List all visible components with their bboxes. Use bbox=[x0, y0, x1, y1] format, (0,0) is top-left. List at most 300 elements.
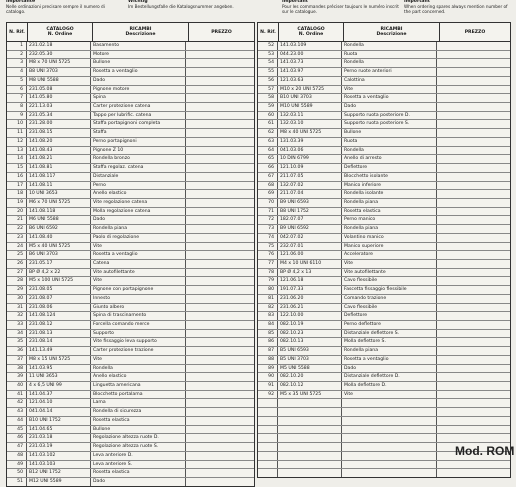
price-cell bbox=[186, 373, 254, 381]
catalog-number: M8 UNI 5588 bbox=[27, 77, 91, 85]
table-row bbox=[7, 59, 254, 68]
price-cell bbox=[186, 321, 254, 329]
table-row bbox=[7, 426, 254, 435]
catalog-number: B5 UNI 3703 bbox=[278, 356, 342, 364]
price-cell bbox=[437, 216, 510, 224]
catalog-number: M5 UNI 5588 bbox=[278, 365, 342, 373]
table-row bbox=[7, 225, 254, 234]
table-row bbox=[258, 260, 510, 269]
part-number: 19 bbox=[7, 199, 27, 207]
part-description: Molla deflettore D. bbox=[342, 382, 437, 390]
part-description: Ruota bbox=[342, 138, 437, 146]
part-number: 14 bbox=[7, 155, 27, 163]
price-cell bbox=[186, 269, 254, 277]
part-number: 22 bbox=[7, 225, 27, 233]
catalog-number: 231.02.18 bbox=[27, 42, 91, 50]
catalog-number: 121.06.18 bbox=[278, 277, 342, 285]
catalog-number: B9 UNI 6592 bbox=[278, 225, 342, 233]
table-row bbox=[7, 434, 254, 443]
catalog-number: 141.08.124 bbox=[27, 312, 91, 320]
price-cell bbox=[186, 391, 254, 399]
instruction-title: Important bbox=[282, 0, 308, 4]
part-number: 42 bbox=[7, 399, 27, 407]
part-number: 80 bbox=[258, 286, 278, 294]
catalog-number: 231.08.05 bbox=[27, 286, 91, 294]
part-description: Manico inferiore bbox=[342, 182, 437, 190]
part-description: Rondella piana bbox=[91, 225, 186, 233]
part-description: Distanziale deflettore D. bbox=[342, 373, 437, 381]
table-header bbox=[7, 23, 254, 42]
part-number: 29 bbox=[7, 286, 27, 294]
price-cell bbox=[186, 365, 254, 373]
catalog-number: 042.07.02 bbox=[278, 234, 342, 242]
part-description: Ruota bbox=[342, 51, 437, 59]
catalog-number: 231.03.18 bbox=[27, 434, 91, 442]
part-description: Leva anteriore D. bbox=[91, 452, 186, 460]
table-row bbox=[258, 112, 510, 121]
part-description bbox=[342, 417, 437, 425]
table-row bbox=[7, 86, 254, 95]
part-description: Dado bbox=[91, 478, 186, 486]
part-number: 44 bbox=[7, 417, 27, 425]
part-number: 15 bbox=[7, 164, 27, 172]
catalog-number: 191.07.33 bbox=[278, 286, 342, 294]
part-number: 3 bbox=[7, 59, 27, 67]
price-cell bbox=[437, 147, 510, 155]
part-number: 8 bbox=[7, 103, 27, 111]
part-description: Distanziale deflettore S. bbox=[342, 330, 437, 338]
table-row bbox=[258, 42, 510, 51]
part-description: Cavo flessibile bbox=[342, 277, 437, 285]
part-description: Motore bbox=[91, 51, 186, 59]
part-description: Volantino manico bbox=[342, 234, 437, 242]
part-description: Staffa bbox=[91, 129, 186, 137]
part-number: 39 bbox=[7, 373, 27, 381]
table-row bbox=[258, 120, 510, 129]
price-cell bbox=[186, 382, 254, 390]
price-cell bbox=[437, 286, 510, 294]
price-cell bbox=[437, 399, 510, 407]
price-cell bbox=[186, 208, 254, 216]
part-description: Regolazione altezza ruote D. bbox=[91, 434, 186, 442]
table-row bbox=[258, 304, 510, 313]
table-row bbox=[258, 68, 510, 77]
part-number: 87 bbox=[258, 347, 278, 355]
part-description: Pignone con portapignone bbox=[91, 286, 186, 294]
part-number: 50 bbox=[7, 469, 27, 477]
part-description: Spina bbox=[91, 94, 186, 102]
catalog-number bbox=[278, 461, 342, 469]
part-number: 43 bbox=[7, 408, 27, 416]
table-row bbox=[7, 155, 254, 164]
table-row bbox=[258, 356, 510, 365]
table-row bbox=[258, 199, 510, 208]
part-number: 2 bbox=[7, 51, 27, 59]
part-description: Distanziale bbox=[91, 173, 186, 181]
catalog-number: B9 UNI 6593 bbox=[278, 199, 342, 207]
catalog-number bbox=[278, 399, 342, 407]
part-number: 75 bbox=[258, 243, 278, 251]
table-row bbox=[7, 286, 254, 295]
catalog-number: 082.10.13 bbox=[278, 338, 342, 346]
header-description-line1: RICAMBI bbox=[129, 27, 152, 32]
price-cell bbox=[437, 68, 510, 76]
part-description: Tappo per lubrific. catena bbox=[91, 112, 186, 120]
table-row bbox=[7, 260, 254, 269]
part-number: 7 bbox=[7, 94, 27, 102]
catalog-number bbox=[278, 443, 342, 451]
part-number: 72 bbox=[258, 216, 278, 224]
part-description: Supporto ruota posteriore D. bbox=[342, 112, 437, 120]
price-cell bbox=[186, 312, 254, 320]
catalog-number: M8 x 40 UNI 5725 bbox=[278, 129, 342, 137]
table-row bbox=[258, 408, 510, 417]
catalog-number: M6 x 70 UNI 5725 bbox=[27, 199, 91, 207]
price-cell bbox=[437, 59, 510, 67]
part-number: 20 bbox=[7, 208, 27, 216]
part-number: 65 bbox=[258, 155, 278, 163]
part-description bbox=[342, 461, 437, 469]
price-cell bbox=[437, 51, 510, 59]
price-cell bbox=[186, 304, 254, 312]
table-row bbox=[258, 330, 510, 339]
part-description: Regolazione altezza ruote S. bbox=[91, 443, 186, 451]
catalog-number: 141.03.109 bbox=[278, 42, 342, 50]
price-cell bbox=[437, 225, 510, 233]
table-row bbox=[7, 330, 254, 339]
part-description: Spina di trascinamento bbox=[91, 312, 186, 320]
table-row bbox=[258, 469, 510, 477]
table-row bbox=[258, 269, 510, 278]
part-number: 53 bbox=[258, 51, 278, 59]
price-cell bbox=[186, 68, 254, 76]
part-description: Giunto albero bbox=[91, 304, 186, 312]
part-description bbox=[342, 452, 437, 460]
catalog-number: 141.08.40 bbox=[27, 234, 91, 242]
part-number: 70 bbox=[258, 199, 278, 207]
price-cell bbox=[186, 138, 254, 146]
price-cell bbox=[186, 461, 254, 469]
table-row bbox=[258, 391, 510, 400]
part-description: Rosetta a ventaglio bbox=[342, 94, 437, 102]
price-cell bbox=[186, 399, 254, 407]
table-row bbox=[258, 373, 510, 382]
table-row bbox=[7, 251, 254, 260]
header-description bbox=[344, 23, 440, 41]
catalog-number: 141.03.97 bbox=[278, 68, 342, 76]
part-description: Comando trazione bbox=[342, 295, 437, 303]
catalog-number: 141.08.20 bbox=[27, 138, 91, 146]
part-number: 9 bbox=[7, 112, 27, 120]
price-cell bbox=[437, 129, 510, 137]
price-cell bbox=[437, 269, 510, 277]
part-number: 85 bbox=[258, 330, 278, 338]
catalog-number: 082.10.23 bbox=[278, 330, 342, 338]
catalog-number bbox=[278, 434, 342, 442]
catalog-number: 082.10.20 bbox=[278, 373, 342, 381]
price-cell bbox=[437, 155, 510, 163]
table-body bbox=[7, 42, 254, 486]
table-row bbox=[258, 312, 510, 321]
table-row bbox=[258, 243, 510, 252]
header-catalog bbox=[279, 23, 344, 41]
price-cell bbox=[186, 147, 254, 155]
price-cell bbox=[186, 243, 254, 251]
catalog-number: B5 UNI 6593 bbox=[278, 347, 342, 355]
price-cell bbox=[437, 321, 510, 329]
price-cell bbox=[186, 260, 254, 268]
header-catalog-line2: N. Ordine bbox=[47, 32, 73, 37]
header-description-line1: RICAMBI bbox=[380, 27, 403, 32]
part-number: 12 bbox=[7, 138, 27, 146]
catalog-number: 231.08.14 bbox=[27, 338, 91, 346]
part-number: 25 bbox=[7, 251, 27, 259]
price-cell bbox=[186, 86, 254, 94]
part-description: Staffa portapignoni completa bbox=[91, 120, 186, 128]
price-cell bbox=[186, 112, 254, 120]
catalog-number: 232.05.30 bbox=[27, 51, 91, 59]
table-row bbox=[258, 234, 510, 243]
table-row bbox=[7, 138, 254, 147]
price-cell bbox=[437, 461, 510, 469]
part-number: 32 bbox=[7, 312, 27, 320]
table-row bbox=[258, 251, 510, 260]
price-cell bbox=[186, 426, 254, 434]
header-price: PREZZO bbox=[211, 29, 232, 35]
part-description: Rosetta elastica bbox=[342, 208, 437, 216]
part-number: 36 bbox=[7, 347, 27, 355]
price-cell bbox=[186, 452, 254, 460]
part-number: 40 bbox=[7, 382, 27, 390]
price-cell bbox=[437, 243, 510, 251]
part-number: 73 bbox=[258, 225, 278, 233]
part-description: Vite bbox=[342, 391, 437, 399]
price-cell bbox=[437, 469, 510, 477]
catalog-number bbox=[278, 452, 342, 460]
part-description: Rondella bronzo bbox=[91, 155, 186, 163]
catalog-number: 10 DIN 6799 bbox=[278, 155, 342, 163]
table-row bbox=[7, 356, 254, 365]
part-number: 61 bbox=[258, 120, 278, 128]
part-number: 13 bbox=[7, 147, 27, 155]
part-description: Anello elastico bbox=[91, 190, 186, 198]
part-number bbox=[258, 443, 278, 451]
part-description bbox=[342, 426, 437, 434]
part-number: 77 bbox=[258, 260, 278, 268]
table-row bbox=[7, 173, 254, 182]
part-description: Perno portapignoni bbox=[91, 138, 186, 146]
part-description: Staffa regolaz. catena bbox=[91, 164, 186, 172]
part-description: Supporto bbox=[91, 330, 186, 338]
catalog-number: 082.10.12 bbox=[278, 382, 342, 390]
table-row bbox=[258, 365, 510, 374]
instructions-header bbox=[0, 0, 516, 20]
catalog-number: 11 UNI 3653 bbox=[27, 373, 91, 381]
part-description: Rosetta a ventaglio bbox=[91, 251, 186, 259]
part-number: 18 bbox=[7, 190, 27, 198]
part-description bbox=[342, 399, 437, 407]
table-row bbox=[7, 147, 254, 156]
catalog-number: 141.08.117 bbox=[27, 173, 91, 181]
part-number: 81 bbox=[258, 295, 278, 303]
part-number: 62 bbox=[258, 129, 278, 137]
parts-table-right bbox=[257, 22, 511, 478]
table-row bbox=[258, 382, 510, 391]
part-description: Basamento bbox=[91, 42, 186, 50]
price-cell bbox=[437, 77, 510, 85]
part-description: Rondella piana bbox=[342, 225, 437, 233]
part-number: 89 bbox=[258, 365, 278, 373]
table-row bbox=[258, 225, 510, 234]
catalog-number: 4 x 6,5 UNI 99 bbox=[27, 382, 91, 390]
part-description: Rosetta a ventaglio bbox=[342, 356, 437, 364]
table-row bbox=[258, 426, 510, 435]
header-catalog-line2: N. Ordine bbox=[298, 32, 324, 37]
catalog-number: 121.03.63 bbox=[278, 77, 342, 85]
price-cell bbox=[186, 42, 254, 50]
part-number: 67 bbox=[258, 173, 278, 181]
part-description: Vite bbox=[91, 277, 186, 285]
table-row bbox=[7, 312, 254, 321]
price-cell bbox=[437, 86, 510, 94]
part-number: 76 bbox=[258, 251, 278, 259]
part-number: 69 bbox=[258, 190, 278, 198]
price-cell bbox=[437, 347, 510, 355]
catalog-number: 121.06.00 bbox=[278, 251, 342, 259]
table-row bbox=[7, 208, 254, 217]
price-cell bbox=[437, 42, 510, 50]
part-number bbox=[258, 461, 278, 469]
price-cell bbox=[437, 338, 510, 346]
catalog-number bbox=[278, 408, 342, 416]
part-description bbox=[342, 469, 437, 477]
part-number: 88 bbox=[258, 356, 278, 364]
part-description: Fascetta fissaggio flessibile bbox=[342, 286, 437, 294]
table-row bbox=[7, 452, 254, 461]
catalog-number: 231.08.12 bbox=[27, 321, 91, 329]
part-number: 74 bbox=[258, 234, 278, 242]
part-number: 31 bbox=[7, 304, 27, 312]
table-row bbox=[7, 399, 254, 408]
catalog-number: B6 UNI 3703 bbox=[27, 251, 91, 259]
catalog-number: 041.03.06 bbox=[278, 147, 342, 155]
part-number: 90 bbox=[258, 373, 278, 381]
table-row bbox=[7, 234, 254, 243]
price-cell bbox=[186, 129, 254, 137]
part-description: Acceleratore bbox=[342, 251, 437, 259]
part-description: Rondella piana bbox=[342, 199, 437, 207]
catalog-number: 221.13.03 bbox=[27, 103, 91, 111]
table-row bbox=[7, 338, 254, 347]
part-description: Rondella isolante bbox=[342, 190, 437, 198]
part-number: 63 bbox=[258, 138, 278, 146]
instruction-title: Important bbox=[404, 0, 430, 4]
price-cell bbox=[186, 338, 254, 346]
catalog-number: 141.03.95 bbox=[27, 365, 91, 373]
part-number: 33 bbox=[7, 321, 27, 329]
table-row bbox=[7, 469, 254, 478]
price-cell bbox=[186, 277, 254, 285]
part-description: Rondella bbox=[342, 59, 437, 67]
catalog-number: B12 UNI 1752 bbox=[27, 469, 91, 477]
part-description: Blocchetto portalama bbox=[91, 391, 186, 399]
header-catalog-line1: CATALOGO bbox=[46, 27, 74, 32]
table-row bbox=[7, 182, 254, 191]
price-cell bbox=[437, 120, 510, 128]
catalog-number: B8 UNI 1752 bbox=[278, 208, 342, 216]
price-cell bbox=[437, 260, 510, 268]
price-cell bbox=[186, 225, 254, 233]
part-number bbox=[258, 426, 278, 434]
part-number: 48 bbox=[7, 452, 27, 460]
catalog-number: M10 x 20 UNI 5725 bbox=[278, 86, 342, 94]
part-description: Vite autofilettante bbox=[342, 269, 437, 277]
catalog-number: M5 x 40 UNI 5725 bbox=[27, 243, 91, 251]
part-number: 57 bbox=[258, 86, 278, 94]
part-number: 37 bbox=[7, 356, 27, 364]
catalog-number: BP Ø 4,2 x 13 bbox=[278, 269, 342, 277]
part-number: 27 bbox=[7, 269, 27, 277]
part-description: Manico superiore bbox=[342, 243, 437, 251]
catalog-number: M4 x 10 UNI 6110 bbox=[278, 260, 342, 268]
table-row bbox=[258, 103, 510, 112]
instruction-french bbox=[282, 0, 400, 14]
part-description: Perno deflettore bbox=[342, 321, 437, 329]
table-row bbox=[258, 347, 510, 356]
model-label: Mod. ROM bbox=[455, 444, 515, 458]
table-row bbox=[258, 147, 510, 156]
part-description: Bullone bbox=[91, 59, 186, 67]
part-number: 30 bbox=[7, 295, 27, 303]
catalog-number: 211.07.04 bbox=[278, 190, 342, 198]
part-number: 91 bbox=[258, 382, 278, 390]
part-number: 38 bbox=[7, 365, 27, 373]
price-cell bbox=[186, 103, 254, 111]
table-row bbox=[7, 321, 254, 330]
catalog-number: 141.08.11 bbox=[27, 182, 91, 190]
price-cell bbox=[186, 443, 254, 451]
price-cell bbox=[437, 190, 510, 198]
price-cell bbox=[186, 251, 254, 259]
part-number: 58 bbox=[258, 94, 278, 102]
instruction-english bbox=[404, 0, 512, 14]
table-row bbox=[7, 391, 254, 400]
price-cell bbox=[186, 330, 254, 338]
header-catalog-line1: CATALOGO bbox=[297, 27, 325, 32]
part-description: Deflettore bbox=[342, 164, 437, 172]
catalog-number: 231.05.17 bbox=[27, 260, 91, 268]
instruction-text: Nelle ordinazioni precisare sempre il numero di catalogo. bbox=[6, 3, 105, 14]
catalog-number: 232.07.01 bbox=[278, 243, 342, 251]
price-cell bbox=[437, 251, 510, 259]
price-cell bbox=[437, 173, 510, 181]
part-number bbox=[258, 408, 278, 416]
part-number: 71 bbox=[258, 208, 278, 216]
part-number: 17 bbox=[7, 182, 27, 190]
part-description: Molla deflettore S. bbox=[342, 338, 437, 346]
catalog-number: 141.08.43 bbox=[27, 147, 91, 155]
instruction-german bbox=[128, 0, 256, 10]
table-row bbox=[258, 216, 510, 225]
part-description: Dado bbox=[342, 103, 437, 111]
price-cell bbox=[437, 373, 510, 381]
table-row bbox=[258, 277, 510, 286]
part-number: 78 bbox=[258, 269, 278, 277]
part-number: 86 bbox=[258, 338, 278, 346]
part-number: 10 bbox=[7, 120, 27, 128]
catalog-number bbox=[278, 469, 342, 477]
table-row bbox=[258, 173, 510, 182]
